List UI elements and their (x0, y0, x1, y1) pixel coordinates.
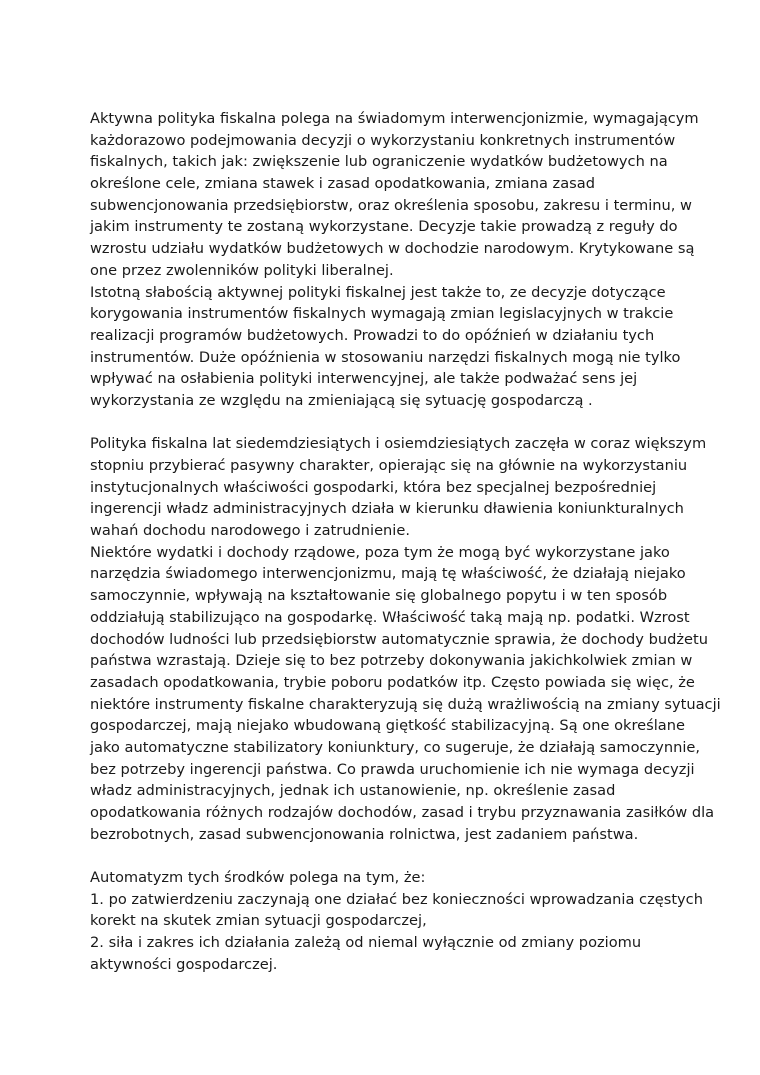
text-line: określone cele, zmiana stawek i zasad opodatkowania, zmiana zasad (90, 175, 595, 193)
text-line: zasadach opodatkowania, trybie poboru podatków itp. Często powiada się więc, że (90, 673, 695, 691)
paragraph-weakness (90, 282, 680, 412)
text-line: Automatyzm tych środków polega na tym, że: (90, 869, 426, 887)
text-line: one przez zwolenników polityki liberalnej. (90, 261, 394, 279)
list-item: 2. siła i zakres ich działania zależą od niemal wyłącznie od zmiany poziomu (90, 934, 642, 952)
text-line: bezrobotnych, zasad subwencjonowania rolnictwa, jest zadaniem państwa. (90, 825, 639, 843)
text-line: bez potrzeby ingerencji państwa. Co prawda uruchomienie ich nie wymaga decyzji (90, 760, 695, 778)
text-line: realizacji programów budżetowych. Prowadzi to do opóźnień w działaniu tych (90, 326, 655, 344)
list-item: 1. po zatwierdzeniu zaczynają one działać bez konieczności wprowadzania częstych (90, 890, 703, 908)
text-line: Aktywna polityka fiskalna polega na świadomym interwencjonizmie, wymagającym (90, 110, 699, 127)
paragraph-passive-policy (90, 433, 707, 541)
document-body (90, 108, 721, 976)
text-line: opodatkowania różnych rodzajów dochodów, zasad i trybu przyznawania zasiłków dla (90, 804, 715, 821)
paragraph-automatic-stabilizers (90, 542, 721, 846)
text-line: subwencjonowania przedsiębiorstw, oraz określenia sposobu, zakresu i terminu, w (90, 196, 692, 214)
text-line: każdorazowo podejmowania decyzji o wykorzystaniu konkretnych instrumentów (90, 131, 676, 149)
text-line: korygowania instrumentów fiskalnych wymagają zmian legislacyjnych w trakcie (90, 305, 674, 323)
paragraph-automatism-list (90, 867, 703, 975)
text-line: instytucjonalnych właściwości gospodarki, która bez specjalnej bezpośredniej (90, 478, 657, 496)
text-line: wzrostu udziału wydatków budżetowych w dochodzie narodowym. Krytykowane są (90, 240, 695, 258)
text-line: ingerencji władz administracyjnych działa w kierunku dławienia koniunkturalnych (90, 500, 684, 518)
text-line: instrumentów. Duże opóźnienia w stosowaniu narzędzi fiskalnych mogą nie tylko (90, 348, 681, 366)
text-line: wykorzystania ze względu na zmieniającą się sytuację gospodarczą . (90, 391, 593, 409)
text-line: aktywności gospodarczej. (90, 955, 278, 973)
text-line: samoczynnie, wpływają na kształtowanie się globalnego popytu i w ten sposób (90, 587, 668, 605)
text-line: gospodarczej, mają niejako wbudowaną giętkość stabilizacyjną. Są one określane (90, 717, 685, 735)
text-line: jakim instrumenty te zostaną wykorzystane. Decyzje takie prowadzą z reguły do (90, 218, 678, 236)
text-line: Polityka fiskalna lat siedemdziesiątych i osiemdziesiątych zaczęła w coraz większym (90, 435, 707, 453)
text-line: wahań dochodu narodowego i zatrudnienie. (90, 522, 410, 540)
paragraph-active-fiscal-policy (90, 108, 699, 282)
text-line: jako automatyczne stabilizatory koniunktury, co sugeruje, że działają samoczynnie, (90, 738, 700, 756)
text-line: Niektóre wydatki i dochody rządowe, poza tym że mogą być wykorzystane jako (90, 543, 670, 561)
text-line: narzędzia świadomego interwencjonizmu, mają tę właściwość, że działają niejako (90, 565, 686, 583)
text-line: wpływać na osłabienia polityki interwencyjnej, ale także podważać sens jej (90, 370, 638, 388)
text-line: stopniu przybierać pasywny charakter, opierając się na głównie na wykorzystaniu (90, 457, 688, 474)
text-line: dochodów ludności lub przedsiębiorstw automatycznie sprawia, że dochody budżetu (90, 630, 708, 648)
text-line: niektóre instrumenty fiskalne charakteryzują się dużą wrażliwością na zmiany sytuacji (90, 695, 721, 713)
text-line: korekt na skutek zmian sytuacji gospodarczej, (90, 912, 427, 930)
text-line: fiskalnych, takich jak: zwiększenie lub ograniczenie wydatków budżetowych na (90, 153, 668, 171)
text-line: władz administracyjnych, jednak ich ustanowienie, np. określenie zasad (90, 782, 616, 800)
text-line: Istotną słabością aktywnej polityki fiskalnej jest także to, ze decyzje dotyczące (90, 283, 666, 301)
text-line: oddziałują stabilizująco na gospodarkę. Właściwość taką mają np. podatki. Wzrost (90, 608, 690, 626)
paragraph-gap (90, 412, 680, 434)
paragraph-gap (90, 845, 680, 867)
text-line: państwa wzrastają. Dzieje się to bez potrzeby dokonywania jakichkolwiek zmian w (90, 652, 693, 670)
